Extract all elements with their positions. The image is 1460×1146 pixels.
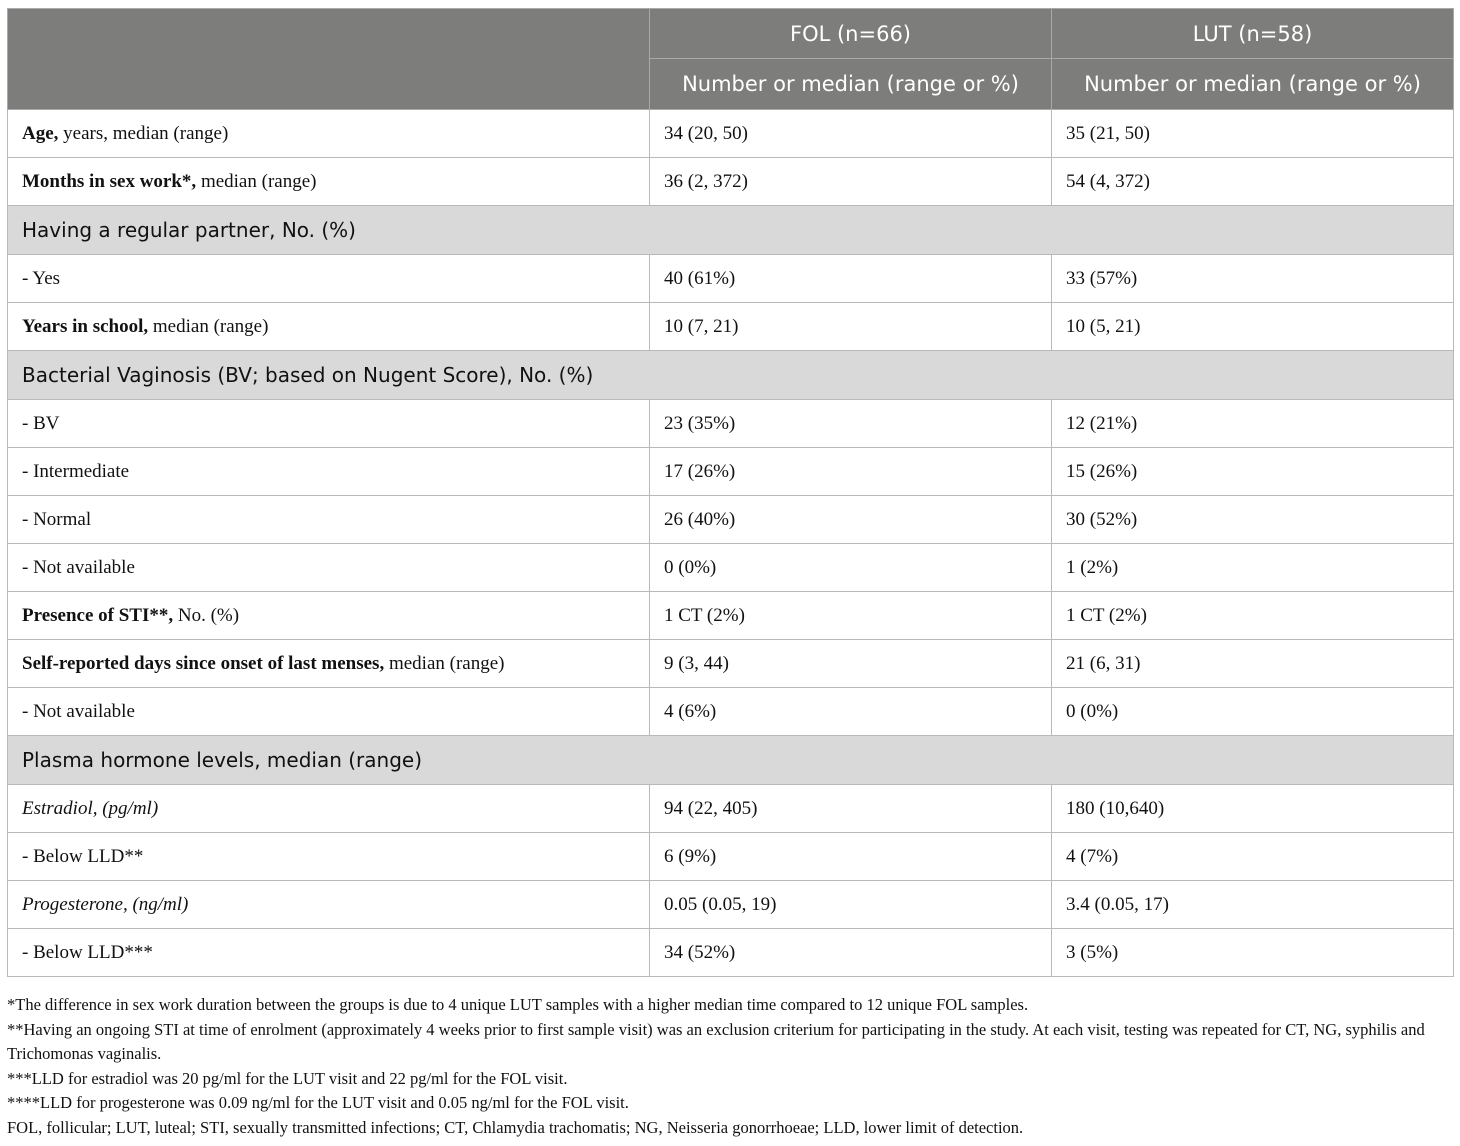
header-empty-cell (8, 9, 650, 110)
row-label: - Below LLD*** (8, 929, 650, 977)
header-lut-sub: Number or median (range or %) (1052, 59, 1454, 110)
label-bold: Presence of STI**, (22, 604, 174, 626)
label-rest: median (range) (196, 170, 317, 192)
section-title: Bacterial Vaginosis (BV; based on Nugent Score), No. (%) (8, 351, 1454, 400)
label-rest: No. (%) (173, 604, 240, 626)
lut-value: 30 (52%) (1052, 496, 1454, 544)
row-label: - BV (8, 400, 650, 448)
table-container (7, 8, 1453, 977)
row-label: - Intermediate (8, 448, 650, 496)
lut-value: 12 (21%) (1052, 400, 1454, 448)
fol-value: 17 (26%) (650, 448, 1052, 496)
table-row (8, 881, 1454, 929)
table-row (8, 448, 1454, 496)
lut-value: 3 (5%) (1052, 929, 1454, 977)
table-body (8, 110, 1454, 977)
lut-value: 1 (2%) (1052, 544, 1454, 592)
lut-value: 180 (10,640) (1052, 785, 1454, 833)
section-row (8, 351, 1454, 400)
section-title: Having a regular partner, No. (%) (8, 206, 1454, 255)
row-label (8, 110, 650, 158)
header-row-groups (8, 9, 1454, 59)
fol-value: 1 CT (2%) (650, 592, 1052, 640)
lut-value: 15 (26%) (1052, 448, 1454, 496)
fol-value: 10 (7, 21) (650, 303, 1052, 351)
table-row (8, 496, 1454, 544)
label-rest: years, median (range) (58, 122, 229, 144)
header-lut-title: LUT (n=58) (1052, 9, 1454, 59)
table-row (8, 640, 1454, 688)
row-label (8, 158, 650, 206)
characteristics-table (7, 8, 1454, 977)
row-label (8, 303, 650, 351)
fol-value: 23 (35%) (650, 400, 1052, 448)
table-row (8, 110, 1454, 158)
section-row (8, 206, 1454, 255)
label-bold: Years in school, (22, 315, 149, 337)
lut-value: 0 (0%) (1052, 688, 1454, 736)
row-label (8, 640, 650, 688)
label-bold: Self-reported days since onset of last menses, (22, 652, 385, 674)
header-fol-sub: Number or median (range or %) (650, 59, 1052, 110)
lut-value: 4 (7%) (1052, 833, 1454, 881)
fol-value: 34 (52%) (650, 929, 1052, 977)
label-rest: median (range) (148, 315, 269, 337)
row-label: - Below LLD** (8, 833, 650, 881)
row-label: - Not available (8, 688, 650, 736)
footnotes (7, 993, 1457, 1140)
row-label: - Normal (8, 496, 650, 544)
footnote: FOL, follicular; LUT, luteal; STI, sexually transmitted infections; CT, Chlamydia trachomatis; NG, Neisseria gonorrhoeae; LLD, lower limit of detection. (7, 1117, 1024, 1137)
lut-value: 54 (4, 372) (1052, 158, 1454, 206)
footnote: **Having an ongoing STI at time of enrolment (approximately 4 weeks prior to first sample visit) was an exclusion criterium for participating in the study. At each visit, testing was repeated for CT, NG, syphilis and Trichomonas vaginalis. (7, 1019, 1425, 1063)
lut-value: 10 (5, 21) (1052, 303, 1454, 351)
table-header (8, 9, 1454, 110)
row-label (8, 592, 650, 640)
row-label: Progesterone, (ng/ml) (8, 881, 650, 929)
fol-value: 6 (9%) (650, 833, 1052, 881)
fol-value: 40 (61%) (650, 255, 1052, 303)
table-row (8, 592, 1454, 640)
table-row (8, 833, 1454, 881)
footnote: *The difference in sex work duration between the groups is due to 4 unique LUT samples with a higher median time compared to 12 unique FOL samples. (7, 995, 1029, 1014)
table-row (8, 255, 1454, 303)
table-row (8, 785, 1454, 833)
fol-value: 4 (6%) (650, 688, 1052, 736)
row-label: - Yes (8, 255, 650, 303)
table-row (8, 544, 1454, 592)
row-label: - Not available (8, 544, 650, 592)
section-row (8, 736, 1454, 785)
fol-value: 36 (2, 372) (650, 158, 1052, 206)
section-title: Plasma hormone levels, median (range) (8, 736, 1454, 785)
fol-value: 26 (40%) (650, 496, 1052, 544)
footnote: ***LLD for estradiol was 20 pg/ml for the LUT visit and 22 pg/ml for the FOL visit. (7, 1068, 568, 1088)
table-row (8, 929, 1454, 977)
fol-value: 34 (20, 50) (650, 110, 1052, 158)
footnote: ****LLD for progesterone was 0.09 ng/ml for the LUT visit and 0.05 ng/ml for the FOL visit. (7, 1093, 629, 1112)
table-row (8, 303, 1454, 351)
fol-value: 0 (0%) (650, 544, 1052, 592)
fol-value: 9 (3, 44) (650, 640, 1052, 688)
header-fol-title: FOL (n=66) (650, 9, 1052, 59)
lut-value: 33 (57%) (1052, 255, 1454, 303)
label-bold: Months in sex work*, (22, 170, 197, 192)
lut-value: 35 (21, 50) (1052, 110, 1454, 158)
lut-value: 21 (6, 31) (1052, 640, 1454, 688)
label-bold: Age, (22, 122, 59, 144)
fol-value: 0.05 (0.05, 19) (650, 881, 1052, 929)
row-label: Estradiol, (pg/ml) (8, 785, 650, 833)
table-row (8, 158, 1454, 206)
fol-value: 94 (22, 405) (650, 785, 1052, 833)
table-row (8, 400, 1454, 448)
label-rest: median (range) (384, 652, 505, 674)
lut-value: 3.4 (0.05, 17) (1052, 881, 1454, 929)
table-row (8, 688, 1454, 736)
lut-value: 1 CT (2%) (1052, 592, 1454, 640)
